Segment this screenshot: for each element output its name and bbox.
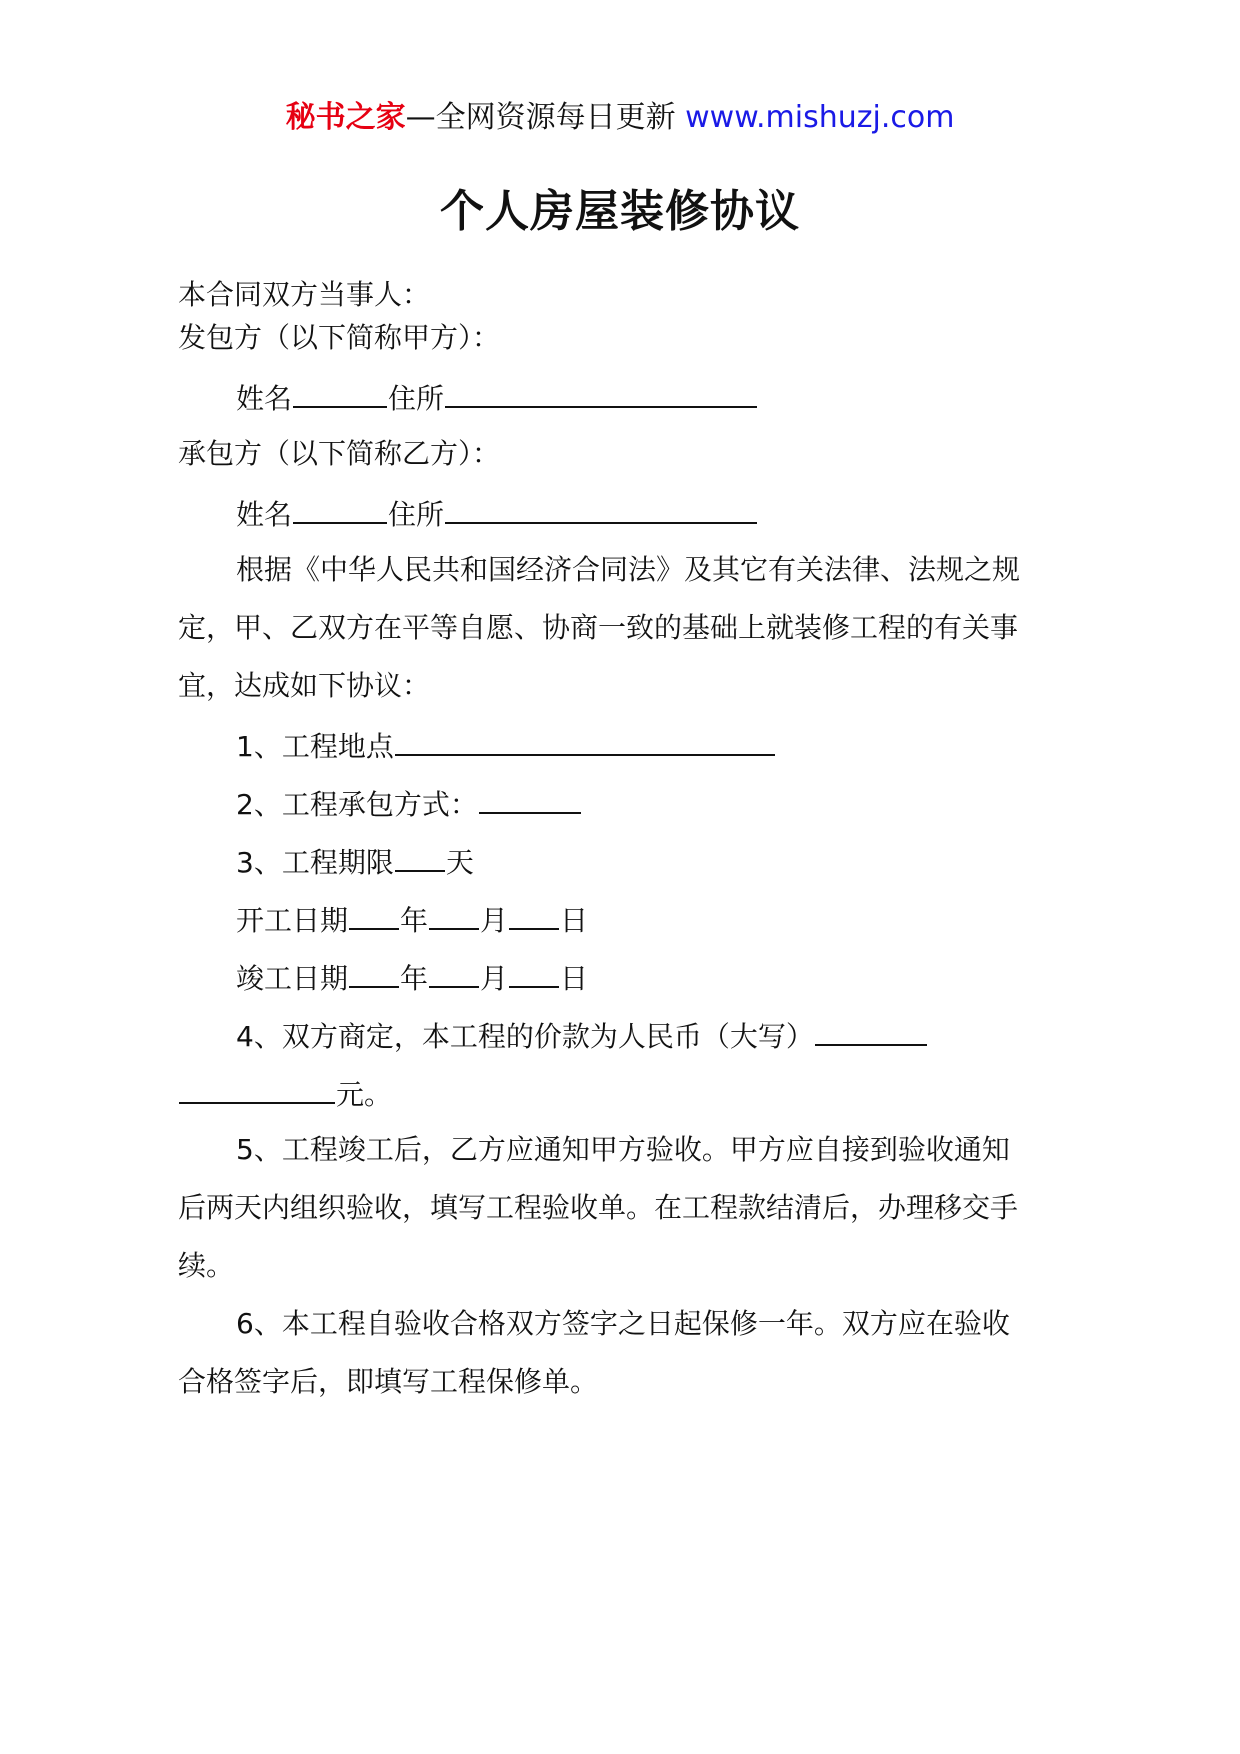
item-4-text: 4、双方商定，本工程的价款为人民币（大写）	[236, 1020, 814, 1053]
item-1	[236, 724, 776, 767]
price-blank-2[interactable]	[179, 1072, 335, 1104]
end-month-blank[interactable]	[429, 956, 479, 988]
end-date	[236, 956, 588, 999]
price-blank-1[interactable]	[815, 1014, 927, 1046]
party-a-address-blank[interactable]	[445, 376, 757, 408]
item-5-line-2: 后两天内组织验收，填写工程验收单。在工程款结清后，办理移交手	[178, 1191, 1019, 1224]
item-6-line-1: 6、本工程自验收合格双方签字之日起保修一年。双方应在验收	[236, 1307, 1010, 1340]
contract-method-blank[interactable]	[479, 782, 581, 814]
start-date	[236, 898, 588, 941]
address-label: 住所	[388, 382, 445, 415]
year-unit: 年	[400, 904, 429, 937]
year-unit: 年	[400, 962, 429, 995]
item-3	[236, 840, 474, 883]
day-unit: 天	[445, 846, 474, 879]
start-day-blank[interactable]	[509, 898, 559, 930]
preamble-line-3: 宜，达成如下协议：	[178, 669, 431, 702]
preamble-line-2: 定，甲、乙双方在平等自愿、协商一致的基础上就装修工程的有关事	[178, 611, 1019, 644]
start-date-label: 开工日期	[236, 904, 349, 937]
date-unit: 日	[560, 904, 589, 937]
item-5-line-3: 续。	[178, 1249, 235, 1282]
party-a-heading: 发包方（以下简称甲方）：	[178, 321, 501, 354]
item-4-continued	[178, 1072, 392, 1115]
yuan-unit: 元。	[336, 1078, 393, 1111]
address-label: 住所	[388, 498, 445, 531]
party-b-address-blank[interactable]	[445, 492, 757, 524]
item-2-label: 2、工程承包方式：	[236, 788, 478, 821]
party-b-name-blank[interactable]	[293, 492, 387, 524]
preamble-line-1: 根据《中华人民共和国经济合同法》及其它有关法律、法规之规	[236, 553, 1021, 586]
site-header	[0, 98, 1240, 138]
name-label: 姓名	[236, 382, 293, 415]
item-6-line-2: 合格签字后，即填写工程保修单。	[178, 1365, 599, 1398]
parties-intro: 本合同双方当事人：	[178, 278, 431, 311]
end-year-blank[interactable]	[349, 956, 399, 988]
header-tagline: —全网资源每日更新	[405, 100, 676, 135]
name-label: 姓名	[236, 498, 293, 531]
project-location-blank[interactable]	[395, 724, 775, 756]
month-unit: 月	[480, 962, 509, 995]
item-4	[236, 1014, 928, 1057]
start-year-blank[interactable]	[349, 898, 399, 930]
date-unit: 日	[560, 962, 589, 995]
document-title: 个人房屋装修协议	[440, 186, 800, 237]
party-a-name-blank[interactable]	[293, 376, 387, 408]
item-3-label: 3、工程期限	[236, 846, 394, 879]
item-5-line-1: 5、工程竣工后，乙方应通知甲方验收。甲方应自接到验收通知	[236, 1133, 1010, 1166]
end-day-blank[interactable]	[509, 956, 559, 988]
party-b-fields	[236, 492, 758, 535]
start-month-blank[interactable]	[429, 898, 479, 930]
duration-days-blank[interactable]	[395, 840, 445, 872]
end-date-label: 竣工日期	[236, 962, 349, 995]
item-2	[236, 782, 582, 825]
party-b-heading: 承包方（以下简称乙方）：	[178, 437, 501, 470]
party-a-fields	[236, 376, 758, 419]
brand-name: 秘书之家	[285, 100, 406, 135]
item-1-label: 1、工程地点	[236, 730, 394, 763]
site-url[interactable]: www.mishuzj.com	[685, 100, 955, 135]
month-unit: 月	[480, 904, 509, 937]
